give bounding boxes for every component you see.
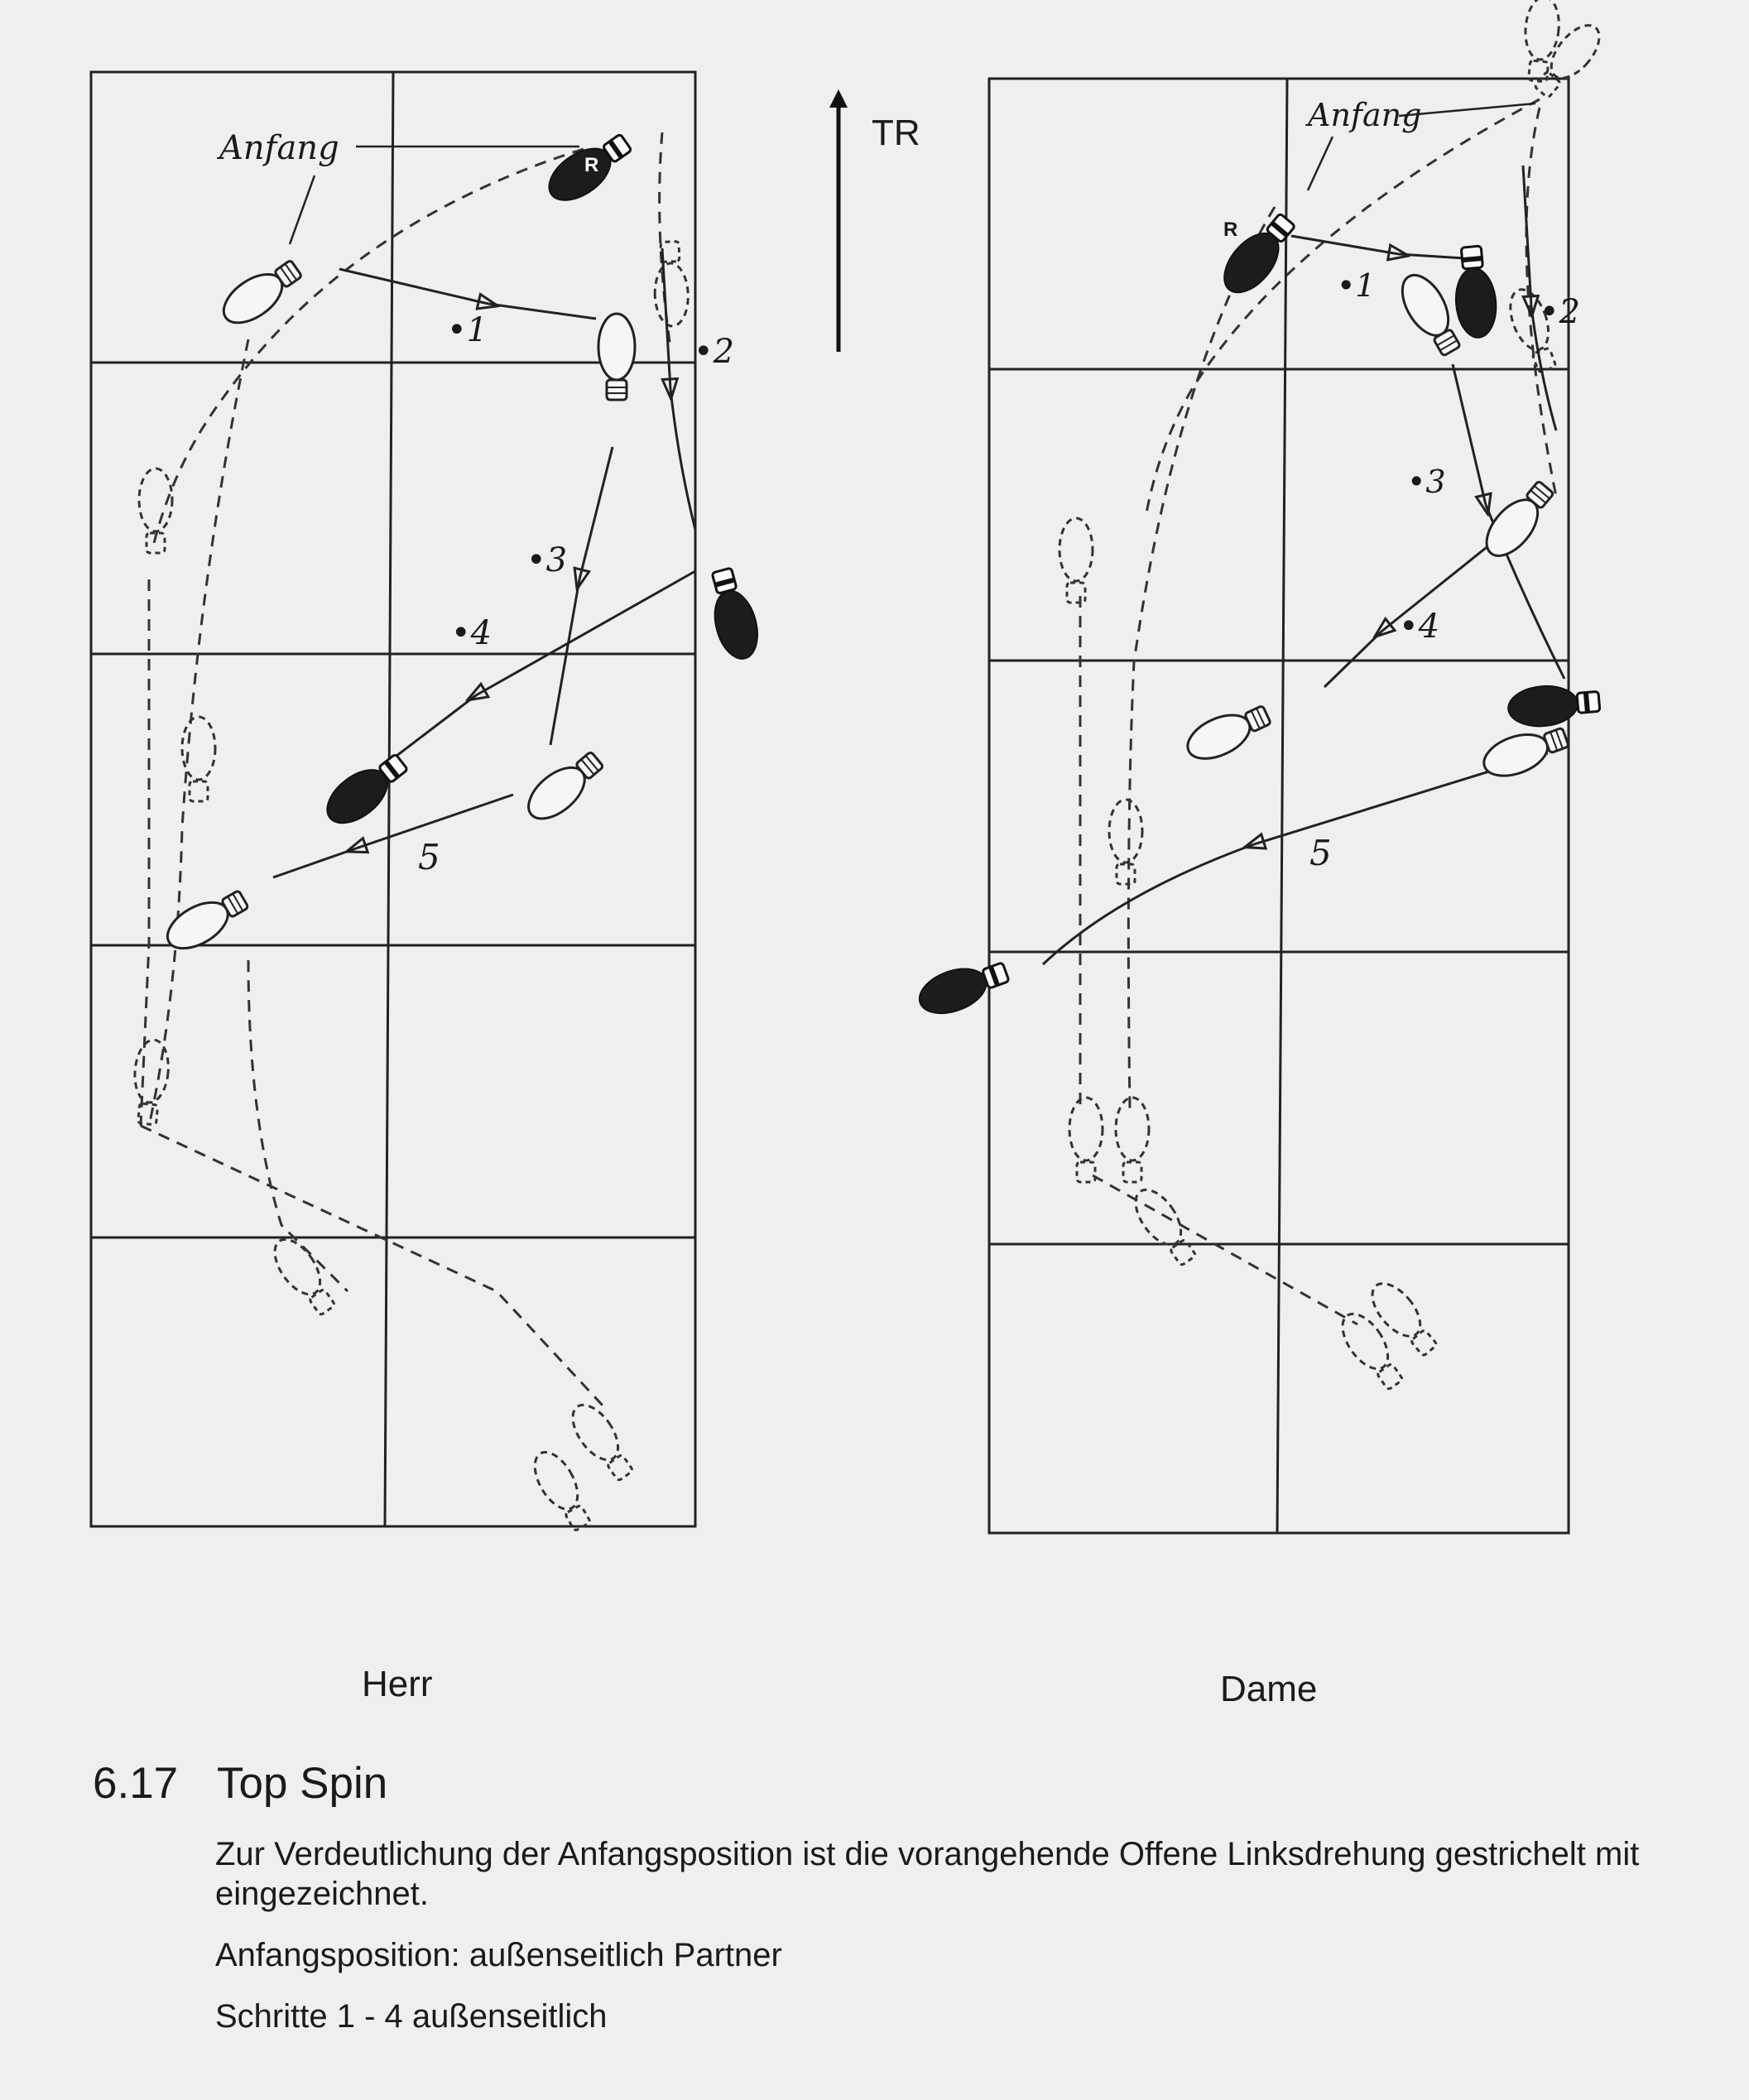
herr-step-label-2: •2 — [694, 333, 735, 371]
herr-foot-letter: R — [584, 154, 599, 176]
herr-start-foot — [215, 253, 306, 333]
dame-caption: Dame — [1220, 1669, 1318, 1709]
herr-step-label-1: •1 — [447, 311, 488, 349]
herr-dashed-foot — [653, 241, 690, 326]
dame-step-1b-foot — [1393, 267, 1468, 360]
herr-step-label-3: •3 — [526, 541, 568, 579]
dame-step-3-foot — [1181, 698, 1275, 767]
dame-dashed-foot — [1116, 1098, 1149, 1182]
dame-step-label-4: •4 — [1399, 608, 1440, 646]
section-number: 6.17 — [93, 1759, 179, 1808]
section-heading — [93, 1758, 387, 1809]
herr-panel — [91, 72, 764, 1535]
dame-step-label-2: •2 — [1540, 293, 1581, 331]
dame-dashed-foot — [1059, 518, 1093, 603]
dame-step-label-1: •1 — [1337, 267, 1376, 304]
herr-step-5-foot — [160, 883, 252, 958]
herr-step-label-5: 5 — [418, 837, 440, 877]
herr-dashed-foot — [266, 1232, 341, 1319]
herr-grid — [91, 72, 695, 1526]
direction-arrow — [829, 89, 920, 352]
section-title: Top Spin — [217, 1759, 388, 1808]
dame-step-1-foot — [1451, 245, 1498, 339]
herr-step-1-foot — [598, 314, 635, 400]
dame-dashed-foot — [1109, 800, 1142, 884]
dame-dashed-foot — [1069, 1098, 1103, 1182]
dame-panel — [913, 0, 1607, 1533]
dame-dashed-foot — [1363, 1275, 1443, 1361]
paragraph-steps: Schritte 1 - 4 außenseitlich — [215, 1998, 608, 2035]
herr-step-4-foot — [318, 746, 414, 834]
herr-dashed-foot — [564, 1397, 639, 1485]
dame-foot-letter: R — [1223, 219, 1238, 241]
herr-step-2-foot — [703, 565, 765, 664]
herr-step-label-4: •4 — [451, 614, 493, 652]
herr-dashed-foot — [526, 1445, 598, 1535]
herr-start-label: Anfang — [219, 129, 339, 167]
dame-step-5-foot — [913, 954, 1012, 1022]
dame-step-label-3: •3 — [1407, 464, 1446, 500]
dame-step-4-foot — [1506, 681, 1601, 728]
direction-label: TR — [872, 113, 920, 153]
paragraph-start-position: Anfangsposition: außenseitlich Partner — [215, 1937, 782, 1973]
herr-step-3-foot — [520, 745, 609, 829]
dame-dashed-foot — [1127, 1182, 1202, 1270]
herr-caption: Herr — [362, 1664, 433, 1704]
dame-step-label-5: 5 — [1309, 833, 1332, 873]
dame-step-4b-foot — [1478, 720, 1572, 784]
dame-dashed-foot — [1521, 0, 1562, 83]
paragraph-intro: Zur Verdeutlichung der Anfangsposition ist die vorangehende Offene Linksdrehung gestrichelt mit eingezeichnet. — [215, 1836, 1640, 1912]
dame-start-label: Anfang — [1308, 97, 1422, 133]
dame-step-2-foot — [1477, 475, 1560, 565]
dame-dashed-foot — [1333, 1306, 1409, 1394]
